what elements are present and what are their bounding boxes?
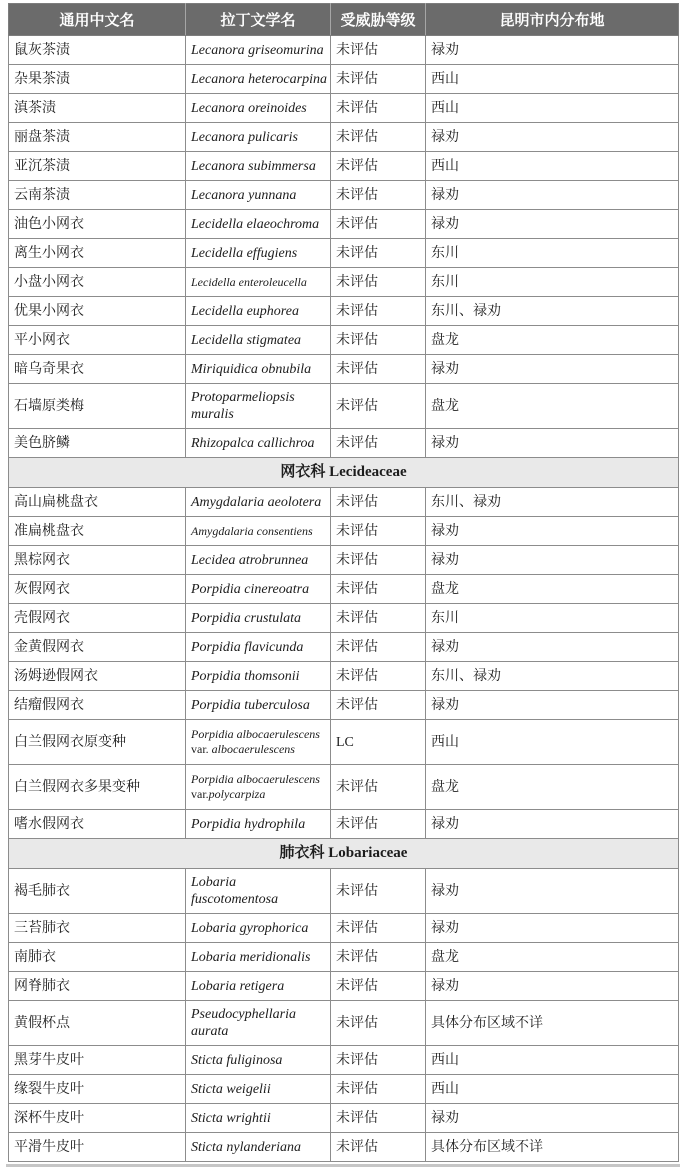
threat-level-cell: 未评估 (331, 810, 426, 839)
threat-level-cell: 未评估 (331, 869, 426, 914)
distribution-cell: 西山 (426, 1075, 679, 1104)
species-row (9, 268, 679, 297)
latin-name-line: Porpidia hydrophila (191, 816, 306, 832)
latin-name-line: Lecidella enteroleucella (191, 274, 307, 289)
lichen-species-table (8, 3, 679, 1162)
threat-level-cell: 未评估 (331, 297, 426, 326)
threat-level-cell: 未评估 (331, 1133, 426, 1162)
common-name-cell: 白兰假网衣多果变种 (9, 765, 186, 810)
col-header-latin-name: 拉丁文学名 (186, 4, 331, 36)
distribution-cell: 禄劝 (426, 546, 679, 575)
distribution-cell: 禄劝 (426, 210, 679, 239)
latin-name-line: Lobaria retigera (191, 978, 285, 994)
threat-level-cell: 未评估 (331, 691, 426, 720)
species-row (9, 914, 679, 943)
common-name-cell: 高山扁桃盘衣 (9, 488, 186, 517)
latin-name-cell (186, 720, 331, 765)
threat-level-cell: 未评估 (331, 65, 426, 94)
latin-name-line: Porpidia tuberculosa (191, 697, 310, 713)
common-name-cell: 黑芽牛皮叶 (9, 1046, 186, 1075)
latin-name-line: Lecidella euphorea (191, 303, 299, 319)
threat-level-cell: 未评估 (331, 268, 426, 297)
common-name-cell: 云南茶渍 (9, 181, 186, 210)
threat-level-cell: 未评估 (331, 384, 426, 429)
species-row (9, 326, 679, 355)
latin-name-line: Sticta wrightii (191, 1110, 271, 1126)
distribution-cell: 盘龙 (426, 765, 679, 810)
latin-name-cell (186, 210, 331, 239)
latin-name-cell (186, 662, 331, 691)
latin-name-cell (186, 869, 331, 914)
species-row (9, 1104, 679, 1133)
latin-name-line: Lecanora pulicaris (191, 129, 298, 145)
distribution-cell: 禄劝 (426, 181, 679, 210)
common-name-cell: 深杯牛皮叶 (9, 1104, 186, 1133)
species-row (9, 36, 679, 65)
latin-name-line: Porpidia crustulata (191, 610, 302, 626)
common-name-cell: 结瘤假网衣 (9, 691, 186, 720)
common-name-cell: 缘裂牛皮叶 (9, 1075, 186, 1104)
latin-name-cell (186, 384, 331, 429)
col-header-common-name: 通用中文名 (9, 4, 186, 36)
common-name-cell: 黄假杯点 (9, 1001, 186, 1046)
distribution-cell: 禄劝 (426, 517, 679, 546)
latin-name-line: Sticta nylanderiana (191, 1139, 302, 1155)
latin-name-cell (186, 181, 331, 210)
distribution-cell: 东川、禄劝 (426, 297, 679, 326)
threat-level-cell: 未评估 (331, 604, 426, 633)
common-name-cell: 优果小网衣 (9, 297, 186, 326)
distribution-cell: 东川 (426, 268, 679, 297)
common-name-cell: 丽盘茶渍 (9, 123, 186, 152)
latin-name-cell (186, 604, 331, 633)
species-row (9, 604, 679, 633)
distribution-cell: 禄劝 (426, 914, 679, 943)
latin-name-cell (186, 517, 331, 546)
distribution-cell: 西山 (426, 152, 679, 181)
threat-level-cell: 未评估 (331, 575, 426, 604)
common-name-cell: 金黄假网衣 (9, 633, 186, 662)
distribution-cell: 禄劝 (426, 810, 679, 839)
family-section-row (9, 458, 679, 488)
distribution-cell: 盘龙 (426, 326, 679, 355)
threat-level-cell: 未评估 (331, 546, 426, 575)
threat-level-cell: 未评估 (331, 943, 426, 972)
threat-level-cell: 未评估 (331, 972, 426, 1001)
threat-level-cell: 未评估 (331, 326, 426, 355)
distribution-cell: 禄劝 (426, 429, 679, 458)
latin-name-line: Lecidella elaeochroma (191, 216, 320, 232)
species-row (9, 1001, 679, 1046)
latin-name-line: Porpidia cinereoatra (191, 581, 310, 597)
family-cn-name: 网衣科 (280, 464, 326, 480)
species-row (9, 765, 679, 810)
threat-level-cell: 未评估 (331, 765, 426, 810)
species-row (9, 65, 679, 94)
threat-level-cell: 未评估 (331, 488, 426, 517)
common-name-cell: 滇茶渍 (9, 94, 186, 123)
latin-name-line: var. albocaerulescens (191, 742, 295, 756)
species-row (9, 181, 679, 210)
latin-name-cell (186, 1075, 331, 1104)
distribution-cell: 西山 (426, 65, 679, 94)
common-name-cell: 鼠灰茶渍 (9, 36, 186, 65)
distribution-cell: 盘龙 (426, 384, 679, 429)
latin-name-cell (186, 123, 331, 152)
species-row (9, 691, 679, 720)
threat-level-cell: LC (331, 720, 426, 765)
latin-name-line: Amygdalaria aeolotera (191, 494, 322, 510)
latin-name-cell (186, 355, 331, 384)
latin-name-line: Lecanora griseomurina (191, 42, 324, 58)
distribution-cell: 具体分布区域不详 (426, 1001, 679, 1046)
latin-name-line: Porpidia albocaerulescens (191, 727, 320, 741)
species-row (9, 517, 679, 546)
latin-name-line: Lobaria meridionalis (191, 949, 311, 965)
latin-name-cell (186, 1133, 331, 1162)
species-row (9, 355, 679, 384)
threat-level-cell: 未评估 (331, 94, 426, 123)
distribution-cell: 盘龙 (426, 943, 679, 972)
distribution-cell: 具体分布区域不详 (426, 1133, 679, 1162)
family-section-row (9, 839, 679, 869)
threat-level-cell: 未评估 (331, 123, 426, 152)
distribution-cell: 禄劝 (426, 123, 679, 152)
species-row (9, 869, 679, 914)
distribution-cell: 禄劝 (426, 1104, 679, 1133)
threat-level-cell: 未评估 (331, 239, 426, 268)
latin-name-cell (186, 810, 331, 839)
distribution-cell: 西山 (426, 94, 679, 123)
latin-name-line: Lecanora subimmersa (191, 158, 316, 174)
common-name-cell: 离生小网衣 (9, 239, 186, 268)
latin-name-cell (186, 972, 331, 1001)
family-cn-name: 肺衣科 (279, 845, 325, 861)
threat-level-cell: 未评估 (331, 1104, 426, 1133)
latin-name-cell (186, 914, 331, 943)
latin-name-line: Lobaria gyrophorica (191, 920, 309, 936)
latin-name-line: Amygdalaria consentiens (191, 523, 313, 538)
latin-name-line: Porpidia thomsonii (191, 668, 300, 684)
family-latin-name: Lobariaceae (324, 845, 408, 861)
common-name-cell: 黑棕网衣 (9, 546, 186, 575)
species-row (9, 152, 679, 181)
species-row (9, 94, 679, 123)
distribution-cell: 禄劝 (426, 36, 679, 65)
latin-name-cell (186, 488, 331, 517)
common-name-cell: 壳假网衣 (9, 604, 186, 633)
latin-name-line: Miriquidica obnubila (191, 361, 312, 377)
common-name-cell: 网脊肺衣 (9, 972, 186, 1001)
latin-name-line: fuscotomentosa (191, 892, 279, 907)
distribution-cell: 东川、禄劝 (426, 662, 679, 691)
latin-name-line: Pseudocyphellaria (191, 1007, 296, 1022)
common-name-cell: 杂果茶渍 (9, 65, 186, 94)
species-row (9, 633, 679, 662)
distribution-cell: 禄劝 (426, 633, 679, 662)
species-row (9, 488, 679, 517)
distribution-cell: 禄劝 (426, 355, 679, 384)
threat-level-cell: 未评估 (331, 181, 426, 210)
common-name-cell: 汤姆逊假网衣 (9, 662, 186, 691)
latin-name-cell (186, 152, 331, 181)
latin-name-line: Porpidia albocaerulescens (191, 772, 320, 786)
distribution-cell: 禄劝 (426, 691, 679, 720)
common-name-cell: 白兰假网衣原变种 (9, 720, 186, 765)
latin-name-line: Lecanora heterocarpina (191, 71, 327, 87)
threat-level-cell: 未评估 (331, 1075, 426, 1104)
latin-name-line: aurata (191, 1024, 229, 1039)
latin-name-cell (186, 326, 331, 355)
common-name-cell: 平滑牛皮叶 (9, 1133, 186, 1162)
distribution-cell: 东川、禄劝 (426, 488, 679, 517)
latin-name-cell (186, 94, 331, 123)
family-section-label (9, 839, 679, 869)
distribution-cell: 西山 (426, 1046, 679, 1075)
species-row (9, 239, 679, 268)
species-row (9, 546, 679, 575)
family-latin-name: Lecideaceae (325, 464, 407, 480)
species-row (9, 810, 679, 839)
distribution-cell: 禄劝 (426, 972, 679, 1001)
threat-level-cell: 未评估 (331, 662, 426, 691)
common-name-cell: 亚沉茶渍 (9, 152, 186, 181)
species-row (9, 972, 679, 1001)
common-name-cell: 油色小网衣 (9, 210, 186, 239)
latin-name-line: muralis (191, 407, 234, 422)
latin-name-cell (186, 1104, 331, 1133)
latin-name-cell (186, 546, 331, 575)
common-name-cell: 三苔肺衣 (9, 914, 186, 943)
latin-name-cell (186, 575, 331, 604)
latin-name-cell (186, 36, 331, 65)
latin-name-line: Protoparmeliopsis (191, 390, 295, 405)
species-row (9, 1075, 679, 1104)
threat-level-cell: 未评估 (331, 517, 426, 546)
latin-name-line: Porpidia flavicunda (191, 639, 304, 655)
threat-level-cell: 未评估 (331, 36, 426, 65)
common-name-cell: 准扁桃盘衣 (9, 517, 186, 546)
common-name-cell: 平小网衣 (9, 326, 186, 355)
species-row (9, 1133, 679, 1162)
latin-name-line: Lecanora yunnana (191, 187, 297, 203)
family-section-label (9, 458, 679, 488)
latin-name-cell (186, 297, 331, 326)
latin-name-cell (186, 1001, 331, 1046)
latin-name-line: Lecanora oreinoides (191, 100, 307, 116)
threat-level-cell: 未评估 (331, 914, 426, 943)
distribution-cell: 盘龙 (426, 575, 679, 604)
common-name-cell: 灰假网衣 (9, 575, 186, 604)
distribution-cell: 东川 (426, 604, 679, 633)
latin-name-cell (186, 429, 331, 458)
latin-name-line: Sticta fuliginosa (191, 1052, 283, 1068)
species-row (9, 943, 679, 972)
species-row (9, 662, 679, 691)
common-name-cell: 美色脐鳞 (9, 429, 186, 458)
col-header-threat-level: 受威胁等级 (331, 4, 426, 36)
common-name-cell: 小盘小网衣 (9, 268, 186, 297)
species-row (9, 123, 679, 152)
common-name-cell: 褐毛肺衣 (9, 869, 186, 914)
latin-name-line: Rhizopalca callichroa (191, 435, 315, 451)
threat-level-cell: 未评估 (331, 633, 426, 662)
latin-name-line: Lecidella stigmatea (191, 332, 302, 348)
species-row (9, 384, 679, 429)
threat-level-cell: 未评估 (331, 1001, 426, 1046)
species-row (9, 297, 679, 326)
threat-level-cell: 未评估 (331, 355, 426, 384)
species-row (9, 1046, 679, 1075)
latin-name-cell (186, 765, 331, 810)
latin-name-cell (186, 943, 331, 972)
common-name-cell: 南肺衣 (9, 943, 186, 972)
latin-name-cell (186, 268, 331, 297)
latin-name-cell (186, 633, 331, 662)
latin-name-cell (186, 239, 331, 268)
species-row (9, 575, 679, 604)
threat-level-cell: 未评估 (331, 152, 426, 181)
common-name-cell: 暗乌奇果衣 (9, 355, 186, 384)
threat-level-cell: 未评估 (331, 1046, 426, 1075)
common-name-cell: 嗜水假网衣 (9, 810, 186, 839)
species-row (9, 720, 679, 765)
latin-name-cell (186, 691, 331, 720)
distribution-cell: 禄劝 (426, 869, 679, 914)
latin-name-cell (186, 1046, 331, 1075)
latin-name-line: Lecidella effugiens (191, 245, 298, 261)
species-row (9, 429, 679, 458)
latin-name-line: Lobaria (191, 875, 237, 890)
latin-name-line: Lecidea atrobrunnea (191, 552, 309, 568)
distribution-cell: 西山 (426, 720, 679, 765)
table-header-row (9, 4, 679, 36)
latin-name-line: var.polycarpiza (191, 787, 266, 801)
latin-name-line: Sticta weigelii (191, 1081, 271, 1097)
col-header-distribution: 昆明市内分布地 (426, 4, 679, 36)
distribution-cell: 东川 (426, 239, 679, 268)
latin-name-cell (186, 65, 331, 94)
threat-level-cell: 未评估 (331, 429, 426, 458)
common-name-cell: 石墙原类梅 (9, 384, 186, 429)
threat-level-cell: 未评估 (331, 210, 426, 239)
species-row (9, 210, 679, 239)
